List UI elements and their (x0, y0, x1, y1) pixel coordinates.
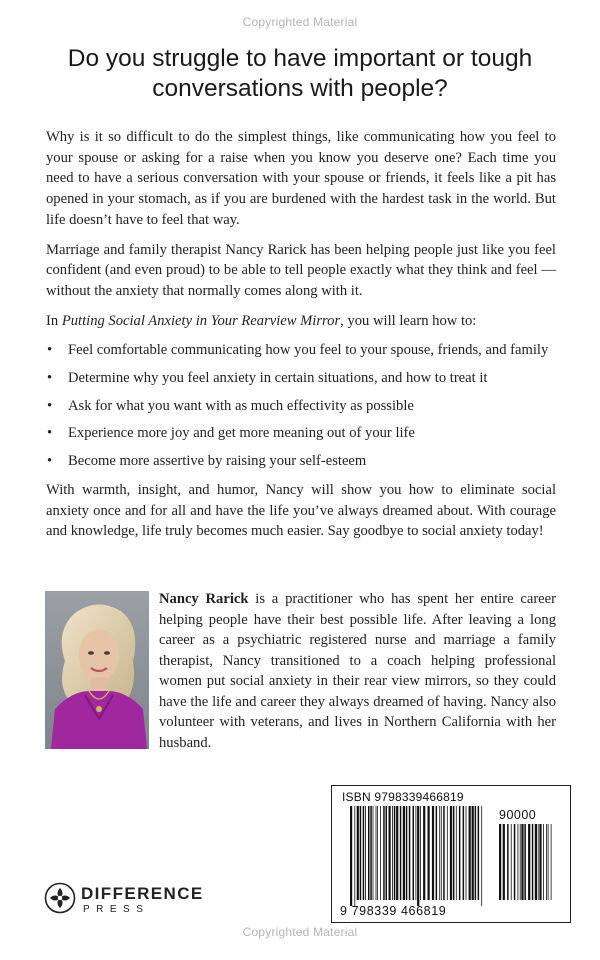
publisher-emblem-icon (44, 882, 76, 914)
barcode-bar (524, 824, 526, 900)
intro-suffix: , you will learn how to: (340, 312, 477, 329)
list-item: • Feel comfortable communicating how you feel to your spouse, friends, and family (46, 340, 556, 361)
intro-paragraph-2: Marriage and family therapist Nancy Rarick has been helping people just like you feel confident (and even proud) to be able to tell people exactly what they think and feel — without the anxiety that normally comes along with it. (46, 241, 556, 299)
barcode-bar (365, 806, 366, 900)
barcode-bar (420, 806, 421, 900)
barcode-bar (481, 806, 482, 906)
benefit-list (46, 340, 556, 472)
barcode-bar (539, 824, 541, 900)
list-item: • Ask for what you want with as much effectivity as possible (46, 396, 556, 417)
isbn-barcode (350, 806, 485, 906)
barcode-bar (409, 806, 411, 900)
isbn-label: ISBN 9798339466819 (342, 790, 464, 804)
author-name: Nancy Rarick (159, 591, 249, 607)
barcode-bar (368, 806, 370, 900)
barcode-bar (499, 824, 501, 900)
barcode-bar (447, 806, 448, 900)
barcode-bar (377, 806, 378, 900)
copyright-watermark-top: Copyrighted Material (242, 15, 358, 29)
barcode-bar (383, 806, 385, 900)
barcode-bar (417, 806, 419, 906)
barcode-bar (373, 806, 374, 900)
barcode-bar (456, 806, 457, 900)
author-bio-text: is a practitioner who has spent her entire career helping people have their best possible life. After leaving a long career as a psychiatric registered nurse and marriage a family therapist, Nancy transitioned to a coach helping professional women put social anxiety in their rear view mirrors, so they could have the life and career they always dreamed of having. Nancy also volunteer with veterans, and lives in Northern California with her husband. (159, 591, 556, 751)
barcode-bar (354, 806, 355, 906)
barcode-bar (548, 824, 549, 900)
barcode-bar (413, 806, 415, 900)
barcode-bar (543, 824, 544, 900)
barcode-bar (423, 806, 425, 900)
barcode-bar (472, 806, 474, 900)
publisher-name: DIFFERENCE (81, 884, 204, 903)
barcode-bar (389, 806, 391, 900)
headline: Do you struggle to have important or tough conversations with people? (67, 45, 533, 102)
barcode-bar (450, 806, 452, 900)
barcode-bar (432, 806, 434, 900)
barcode-bar (428, 806, 430, 900)
price-code: 90000 (499, 808, 537, 822)
barcode-bar (400, 806, 402, 900)
barcode-bar (360, 806, 362, 900)
barcode-bar (363, 806, 365, 900)
barcode-digits: 9 798339 466819 (340, 904, 447, 918)
barcode-bar (535, 824, 537, 900)
author-photo (45, 591, 149, 749)
barcode-bar (357, 806, 359, 900)
barcode-bar (538, 824, 539, 900)
barcode-bar (528, 824, 530, 900)
publisher-logo (44, 880, 244, 920)
barcode-bar (453, 806, 455, 900)
barcode-bar (463, 806, 465, 900)
intro-paragraph-3 (46, 311, 556, 332)
list-item: • Experience more joy and get more meaning out of your life (46, 423, 556, 444)
barcode-bar (380, 806, 381, 900)
barcode-bar (478, 806, 480, 900)
barcode-bar (532, 824, 534, 900)
barcode-bar (394, 806, 396, 900)
barcode-bar (514, 824, 516, 900)
barcode-bar (466, 806, 467, 900)
barcode-bar (546, 824, 547, 900)
description-body (46, 127, 556, 551)
publisher-sub: PRESS (83, 904, 150, 915)
barcode-bar (469, 806, 471, 900)
barcode-bar (403, 806, 405, 900)
list-item: • Determine why you feel anxiety in certain situations, and how to treat it (46, 368, 556, 389)
barcode-bar (520, 824, 521, 900)
barcode-bar (416, 806, 417, 900)
intro-prefix: In (46, 312, 62, 329)
price-barcode (499, 824, 553, 906)
barcode-bar (441, 806, 442, 900)
author-bio (159, 589, 556, 753)
barcode-bar (392, 806, 393, 900)
closing-paragraph: With warmth, insight, and humor, Nancy will show you how to eliminate social anxiety once and for all and have the life you’ve always dreamed about. With courage and knowledge, life truly becomes much easier. Say goodbye to social anxiety today! (46, 481, 556, 540)
barcode-bar (518, 824, 519, 900)
list-item: • Become more assertive by raising your self-esteem (46, 451, 556, 472)
barcode-bar (376, 806, 377, 900)
barcode-bar (521, 824, 523, 900)
barcode-bar (406, 806, 408, 900)
barcode-bar (443, 806, 445, 900)
intro-paragraph-1: Why is it so difficult to do the simplest things, like communicating how you feel to your spouse or asking for a raise when you know you deserve one? Each time you need to have a serious conversation with your spouse or friends, it feels like a pit has opened in your stomach, as if you are burdened with the hardest task in the world. But life doesn’t have to feel that way. (46, 129, 556, 228)
barcode-bar (551, 824, 552, 900)
barcode-bar (350, 806, 352, 906)
barcode-bar (439, 806, 440, 900)
book-title: Putting Social Anxiety in Your Rearview Mirror (61, 312, 341, 329)
barcode-bar (503, 824, 505, 900)
barcode-bar (370, 806, 372, 900)
author-portrait-illustration (45, 591, 149, 749)
barcode-bar (396, 806, 398, 900)
barcode-bar (459, 806, 461, 900)
barcode-bar (386, 806, 388, 900)
barcode-box (331, 785, 571, 923)
copyright-watermark-bottom: Copyrighted Material (242, 925, 358, 939)
barcode-bar (475, 806, 477, 900)
barcode-bar (507, 824, 509, 900)
barcode-bar (436, 806, 438, 900)
barcode-bar (511, 824, 512, 900)
